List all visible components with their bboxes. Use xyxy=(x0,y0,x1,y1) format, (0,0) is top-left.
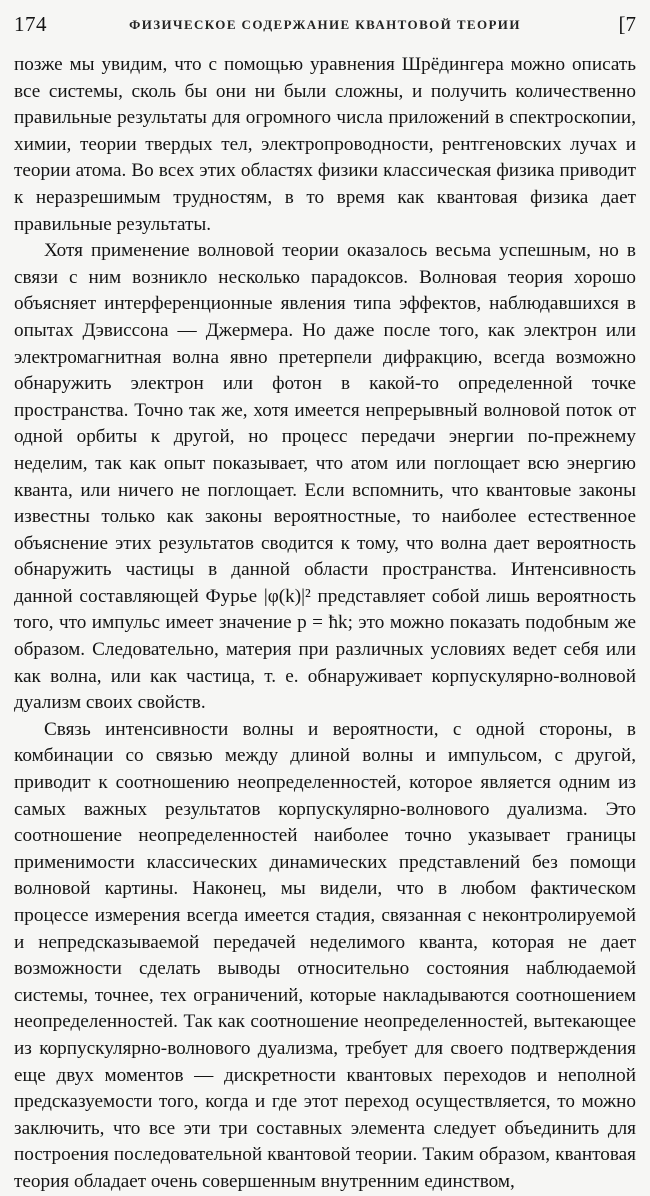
running-title: ФИЗИЧЕСКОЕ СОДЕРЖАНИЕ КВАНТОВОЙ ТЕОРИИ xyxy=(129,17,521,32)
page-header xyxy=(14,12,636,38)
body-text xyxy=(14,52,636,1196)
section-number: [7 xyxy=(618,12,636,36)
paragraph-1: позже мы увидим, что с помощью уравнения Шрёдингера можно описать все системы, сколь бы они ни были сложны, и получить количественно правильные результаты для огромного числа приложений в спектроскопии, химии, теории твердых тел, электропроводности, рентгеновских лучах и теории атома. Во всех этих областях физики классическая физика приводит к неразрешимым трудностям, в то время как квантовая физика дает правильные результаты. xyxy=(14,54,636,235)
page-number: 174 xyxy=(14,12,47,36)
paragraph-2: Хотя применение волновой теории оказалось весьма успешным, но в связи с ним возникло несколько парадоксов. Волновая теория хорошо объясняет интерференционные явления типа эффектов, наблюдавшихся в опытах Дэвиссона — Джермера. Но даже после того, как электрон или электромагнитная волна явно претерпели дифракцию, всегда возможно обнаружить электрон или фотон в какой-то определенной точке пространства. Точно так же, хотя имеется непрерывный волновой поток от одной орбиты к другой, но процесс передачи энергии по-прежнему неделим, так как опыт показывает, что атом или поглощает всю энергию кванта, или ничего не поглощает. Если вспомнить, что квантовые законы известны только как законы вероятностные, то наиболее естественное объяснение этих результатов сводится к тому, что волна дает вероятность обнаружить частицы в данной области пространства. Интенсивность данной составляющей Фурье |φ(k)|² представляет собой лишь вероятность того, что импульс имеет значение p = ħk; это можно показать подобным же образом. Следовательно, материя при различных условиях ведет себя или как волна, или как частица, т. е. обнаруживает корпускулярно-волновой дуализм своих свойств. xyxy=(14,240,636,714)
paragraph-3: Связь интенсивности волны и вероятности, с одной стороны, в комбинации со связью между длиной волны и импульсом, с другой, приводит к соотношению неопределенностей, которое является одним из самых важных результатов корпускулярно-волнового дуализма. Это соотношение неопределенностей наиболее точно указывает границы применимости классических динамических представлений без помощи волновой картины. Наконец, мы видели, что в любом фактическом процессе измерения всегда имеется стадия, связанная с неконтролируемой и непредсказываемой передачей неделимого кванта, которая не дает возможности сделать выводы относительно состояния наблюдаемой системы, точнее, тех ограничений, которые накладываются соотношением неопределенностей. Так как соотношение неопределенностей, вытекающее из корпускулярно-волнового дуализма, требует для своего подтверждения еще двух моментов — дискретности квантовых переходов и неполной предсказуемости того, когда и где этот переход осуществляется, то можно заключить, что все эти три составных элемента следует объединить для построения последовательной квантовой теории. Таким образом, квантовая теория обладает очень совершенным внутренним единством, xyxy=(14,718,636,1192)
